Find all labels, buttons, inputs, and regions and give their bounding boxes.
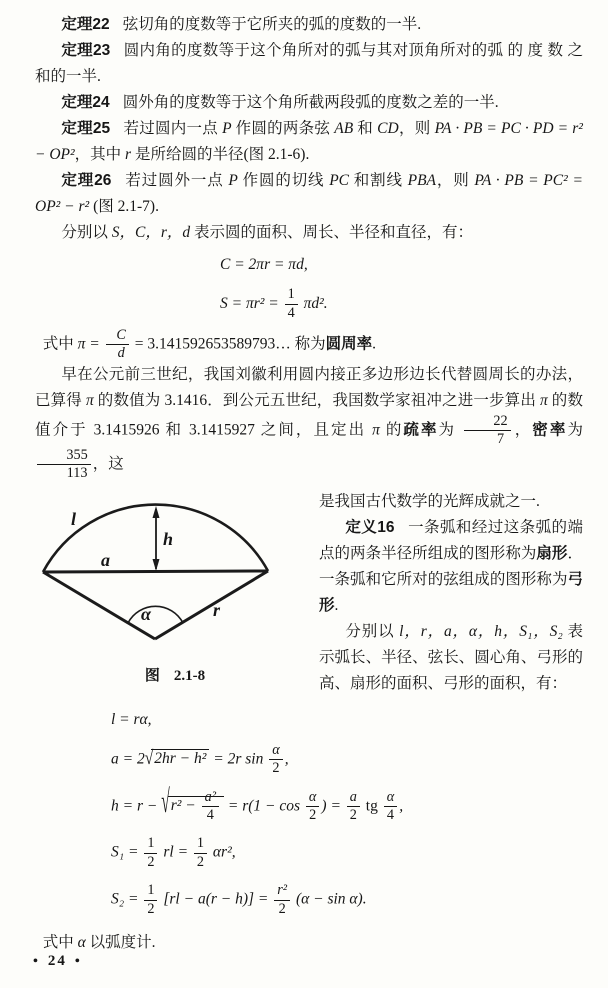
text-run: 圆外角的度数等于这个角所截两段弧的度数之差的一半. <box>122 94 499 111</box>
definition-16 <box>319 515 583 619</box>
math-run: π <box>540 391 548 409</box>
text-run: 为 <box>438 421 463 439</box>
fraction-numerator: 1 <box>194 836 207 853</box>
chord-line <box>43 571 268 572</box>
footer-dot-left: • <box>33 954 40 969</box>
radical-sign: √ <box>144 748 154 770</box>
text-run: 表示弧长、半径、弦长、圆心角、弓形的高、扇形的面积、弓形的面积，有： <box>319 623 583 693</box>
theorem-23-label: 定理23 <box>61 42 111 59</box>
text-run: tg <box>361 797 382 815</box>
formula-segment-area <box>111 883 583 917</box>
fraction-denominator: 2 <box>196 853 205 870</box>
theorem-23 <box>35 38 583 90</box>
figure-caption-number: 2.1-8 <box>173 668 206 685</box>
fraction-denominator: 2 <box>147 853 155 870</box>
theorem-22-label: 定理22 <box>61 16 110 33</box>
fraction-numerator: 355 <box>37 448 91 465</box>
fraction-denominator: 2 <box>309 807 317 824</box>
text-run: 分别以 <box>345 623 400 641</box>
formula-chord-length <box>111 743 583 777</box>
math-run: π <box>86 391 94 409</box>
fraction <box>274 883 290 917</box>
theorem-24 <box>35 90 583 116</box>
text-run: 若过圆内一点 <box>123 120 223 137</box>
fraction <box>37 448 91 482</box>
fraction <box>306 790 319 824</box>
math-run: ) = <box>321 797 345 815</box>
text-run: 是所给圆的半径(图 2.1-6). <box>131 146 310 163</box>
text-run: 弦切角的度数等于它所夹的弧的度数的一半. <box>122 16 422 33</box>
fraction-numerator: α <box>306 790 319 807</box>
height-label: h <box>163 529 174 550</box>
definition-16-label: 定义16 <box>345 519 395 537</box>
height-arrow-bottom <box>153 559 160 571</box>
math-run: αr², <box>209 844 236 862</box>
right-text-column <box>315 489 583 697</box>
pi-definition <box>35 328 583 362</box>
formula-area <box>220 284 583 324</box>
math-run: CD <box>377 120 399 137</box>
math-run: π = <box>77 335 104 353</box>
fraction <box>144 883 157 917</box>
text-run: 和割线 <box>349 172 408 189</box>
theorem-24-label: 定理24 <box>61 94 110 111</box>
sector-segment-diagram <box>35 489 313 657</box>
text-run: 的 <box>379 421 404 439</box>
figure-2-1-8 <box>35 489 315 697</box>
math-run: α <box>77 934 86 952</box>
emphasis-term: 密率 <box>532 421 568 439</box>
fraction-numerator: a² <box>202 790 219 807</box>
emphasis-term: 疏率 <box>403 421 439 439</box>
math-run: , <box>284 750 289 768</box>
fraction-numerator: 1 <box>144 883 157 900</box>
fraction <box>269 743 282 777</box>
math-run: = r(1 − cos <box>224 797 304 815</box>
theorem-22 <box>35 12 583 38</box>
text-run: 和 <box>353 120 378 137</box>
history-continuation <box>319 489 583 515</box>
figure-caption <box>35 664 315 685</box>
fraction-denominator: 2 <box>349 807 357 824</box>
text-run: ．一条弧和它所对的弦组成的图形称为 <box>319 545 583 589</box>
formula-sector-area <box>111 836 583 870</box>
text-run: 的数值介于 3.1415926 和 3.1415927 之间，且定出 <box>35 391 583 439</box>
text-run: 表示圆的面积、周长、半径和直径，有： <box>190 224 473 241</box>
fraction-denominator: d <box>117 345 125 362</box>
text-run: 式中 <box>42 335 78 353</box>
math-run: (α − sin α). <box>292 890 367 908</box>
page-footer <box>33 953 82 970</box>
math-run: S = πr² = <box>220 295 283 312</box>
radical-sign: √ <box>161 785 170 821</box>
theorem-25 <box>35 116 583 168</box>
fraction-numerator: 22 <box>464 414 511 431</box>
math-run: PA · PB = PC² = OP² − r² <box>35 172 583 215</box>
theorem-25-label: 定理25 <box>61 120 111 137</box>
fraction <box>194 836 207 870</box>
height-arrow-top <box>153 506 160 518</box>
formula-arc-length <box>111 710 583 729</box>
math-run: AB <box>334 120 354 137</box>
fraction-numerator: C <box>106 328 129 345</box>
text-run: = 3.141592653589793… 称为 <box>130 335 326 353</box>
fraction <box>347 790 360 824</box>
radicand: r² − <box>170 797 200 815</box>
left-radius-line <box>43 572 155 639</box>
text-run: ，则 <box>398 120 435 137</box>
fraction-numerator: α <box>269 743 282 760</box>
emphasis-term: 弓形 <box>319 571 583 615</box>
text-run: 是我国古代数学的光辉成就之一. <box>319 493 540 511</box>
math-run: πd². <box>299 295 328 312</box>
fraction-denominator: 4 <box>287 304 295 321</box>
fraction <box>285 287 298 321</box>
math-run: = 2r sin <box>209 750 268 768</box>
text-run: 作圆的两条弦 <box>231 120 335 137</box>
text-run: 分别以 <box>61 224 112 241</box>
text-run: 为 <box>567 421 583 439</box>
fraction-denominator: 2 <box>147 900 155 917</box>
text-run: . <box>372 335 377 353</box>
radius-label: r <box>213 600 221 621</box>
fraction-numerator: α <box>384 790 397 807</box>
text-run: 以弧度计. <box>85 934 156 952</box>
figure-and-text-row <box>35 489 583 697</box>
text-run: 的数值为 3.1416．到公元五世纪，我国数学家祖冲之进一步算出 <box>93 391 541 409</box>
theorem-26-label: 定理26 <box>61 172 112 189</box>
math-run: P <box>222 120 232 137</box>
radical <box>161 785 224 824</box>
text-run: ， <box>512 421 533 439</box>
footer-dot-right: • <box>74 954 82 969</box>
text-run: (图 2.1-7). <box>89 198 159 215</box>
text-run: . <box>334 597 339 615</box>
figure-caption-prefix: 图 <box>144 667 160 685</box>
math-run: PC <box>329 172 349 189</box>
fraction-numerator: r² <box>274 883 290 900</box>
math-run: C = 2πr = πd, <box>220 256 308 273</box>
right-radius-line <box>155 571 268 639</box>
fraction <box>144 836 157 870</box>
math-run: r <box>125 146 132 163</box>
text-run: 式中 <box>42 934 78 952</box>
fraction <box>464 414 511 448</box>
math-run: S₁ = <box>111 844 143 862</box>
math-run: S，C，r，d <box>111 224 191 241</box>
fraction-numerator: 1 <box>144 836 157 853</box>
text-run: 早在公元前三世纪，我国刘徽利用圆内接正多边形边长代替圆周长的办法，已算得 <box>35 365 583 409</box>
fraction-numerator: 1 <box>285 287 298 304</box>
segment-notation-intro <box>319 619 583 697</box>
text-run: 若过圆外一点 <box>124 172 229 189</box>
text-run: ，其中 <box>74 146 126 163</box>
fraction-denominator: 4 <box>206 807 214 824</box>
emphasis-term: 圆周率 <box>325 335 373 353</box>
fraction-denominator: 113 <box>66 465 88 482</box>
text-run: 一条弧和经过这条弧的端点的两条半径所组成的图形称为 <box>319 519 583 563</box>
theorem-26 <box>35 168 583 220</box>
math-run: PA · PB = PC · PD = r² − OP² <box>35 120 583 163</box>
fraction-denominator: 4 <box>386 807 395 824</box>
math-run: [rl − a(r − h)] = <box>159 890 273 908</box>
math-run: π <box>372 421 380 439</box>
math-run: P <box>228 172 238 189</box>
angle-arc <box>128 607 183 624</box>
segment-formulas <box>111 710 583 917</box>
radicand: 2hr − h² <box>151 749 209 767</box>
emphasis-term: 扇形 <box>536 545 568 563</box>
formula-segment-height <box>111 785 583 824</box>
fraction <box>106 328 129 362</box>
fraction-numerator: a <box>347 790 360 807</box>
math-run: l = rα, <box>111 711 152 729</box>
arc-length-label: l <box>71 509 77 530</box>
text-run: 圆内角的度数等于这个角所对的弧与其对顶角所对的弧 的 度 数 之和的一半. <box>35 42 583 85</box>
math-run: l，r，a，α，h，S₁，S₂ <box>399 623 563 641</box>
radical <box>144 748 210 770</box>
pi-history-paragraph <box>35 362 583 482</box>
math-run: PBA <box>407 172 437 189</box>
math-run: h = r − <box>111 797 162 815</box>
math-run: rl = <box>159 844 192 862</box>
fraction-denominator: 7 <box>496 431 505 448</box>
text-run: ，这 <box>92 455 124 473</box>
math-run: , <box>399 797 404 815</box>
fraction <box>202 790 219 824</box>
fraction-denominator: 2 <box>278 900 286 917</box>
circle-notation-intro <box>35 220 583 246</box>
radian-note <box>35 930 583 956</box>
math-run: S₂ = <box>111 890 143 908</box>
fraction <box>384 790 397 824</box>
angle-label: α <box>141 604 151 625</box>
text-run: ，则 <box>436 172 475 189</box>
math-run: a = 2 <box>111 750 145 768</box>
chord-label: a <box>101 550 110 571</box>
page-number: 24 <box>47 953 67 969</box>
fraction-denominator: 2 <box>272 760 280 777</box>
formula-circumference <box>220 250 583 280</box>
text-run: 作圆的切线 <box>237 172 330 189</box>
